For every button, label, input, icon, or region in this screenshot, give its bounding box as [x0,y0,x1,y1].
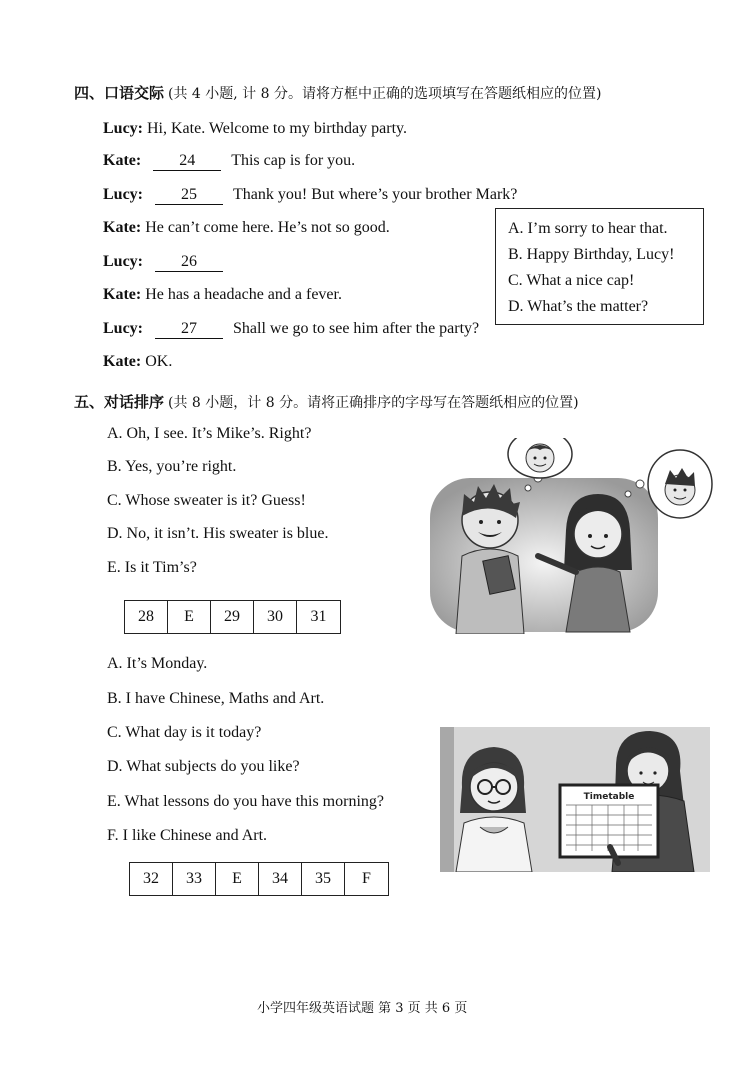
sort-item: B. I have Chinese, Maths and Art. [107,690,325,707]
speaker-label: Kate: [103,219,142,236]
sort-item: A. Oh, I see. It’s Mike’s. Right? [107,425,312,442]
order-cell[interactable]: 33 [173,863,216,895]
options-box [495,208,704,325]
sort-item: B. Yes, you’re right. [107,458,237,475]
dialogue-text: Shall we go to see him after the party? [233,320,480,337]
dialogue-line [103,320,479,339]
speaker-label: Kate: [103,152,142,169]
section5-note: (共 8 小题，计 8 分。请将正确排序的字母写在答题纸相应的位置) [168,395,579,411]
dialogue-text: He has a headache and a fever. [145,286,342,303]
order-cell[interactable]: 30 [254,601,297,633]
sort-item: C. What day is it today? [107,724,262,741]
order-cell: E [168,601,211,633]
sort-item: A. It’s Monday. [107,655,208,672]
dialogue-text: He can’t come here. He’s not so good. [145,219,390,236]
sort-item: C. Whose sweater is it? Guess! [107,492,306,509]
dialogue-line [103,253,223,272]
section4-note: (共 4 小题, 计 8 分。请将方框中正确的选项填写在答题纸相应的位置) [168,86,602,102]
section5-heading [74,391,579,412]
section5-title: 五、对话排序 [74,393,165,411]
answer-blank[interactable]: 26 [155,253,223,272]
section4-title: 四、口语交际 [74,84,165,102]
option-c: C. What a nice cap! [508,272,635,289]
order-cell[interactable]: 35 [302,863,345,895]
sort-item: D. No, it isn’t. His sweater is blue. [107,525,329,542]
sort-item: E. What lessons do you have this morning? [107,793,384,810]
section4-heading [74,82,601,103]
option-b: B. Happy Birthday, Lucy! [508,246,675,263]
order-cell[interactable]: 34 [259,863,302,895]
order-cell[interactable]: 29 [211,601,254,633]
speaker-label: Lucy: [103,120,143,137]
speaker-label: Lucy: [103,320,143,337]
order-cell: F [362,870,371,887]
speaker-label: Lucy: [103,253,143,270]
order-cell[interactable]: 32 [130,863,173,895]
dialogue-line [103,120,407,138]
sort-item: D. What subjects do you like? [107,758,300,775]
dialogue-line [103,286,342,304]
answer-blank[interactable]: 24 [153,152,221,171]
order-answer-row [129,862,389,896]
page-footer: 小学四年级英语试题 第 3 页 共 6 页 [257,1001,468,1016]
dialogue-line [103,152,355,171]
dialogue-line [103,353,172,371]
kids-guessing-illustration [428,438,718,634]
speaker-label: Kate: [103,286,142,303]
order-answer-row [124,600,341,634]
dialogue-text: This cap is for you. [231,152,356,169]
dialogue-text: Hi, Kate. Welcome to my birthday party. [147,120,407,137]
order-cell[interactable]: 31 [310,608,327,625]
dialogue-text: Thank you! But where’s your brother Mark? [233,186,518,203]
answer-blank[interactable]: 27 [155,320,223,339]
speaker-label: Kate: [103,353,142,370]
sort-item: E. Is it Tim’s? [107,559,197,576]
option-d: D. What’s the matter? [508,298,649,315]
timetable-label: Timetable [583,792,635,802]
sort-item: F. I like Chinese and Art. [107,827,268,844]
timetable-illustration [440,727,710,872]
order-cell: E [216,863,259,895]
order-cell[interactable]: 28 [125,601,168,633]
dialogue-line [103,219,390,237]
dialogue-text: OK. [145,353,173,370]
answer-blank[interactable]: 25 [155,186,223,205]
speaker-label: Lucy: [103,186,143,203]
option-a: A. I’m sorry to hear that. [508,220,668,237]
dialogue-line [103,186,517,205]
